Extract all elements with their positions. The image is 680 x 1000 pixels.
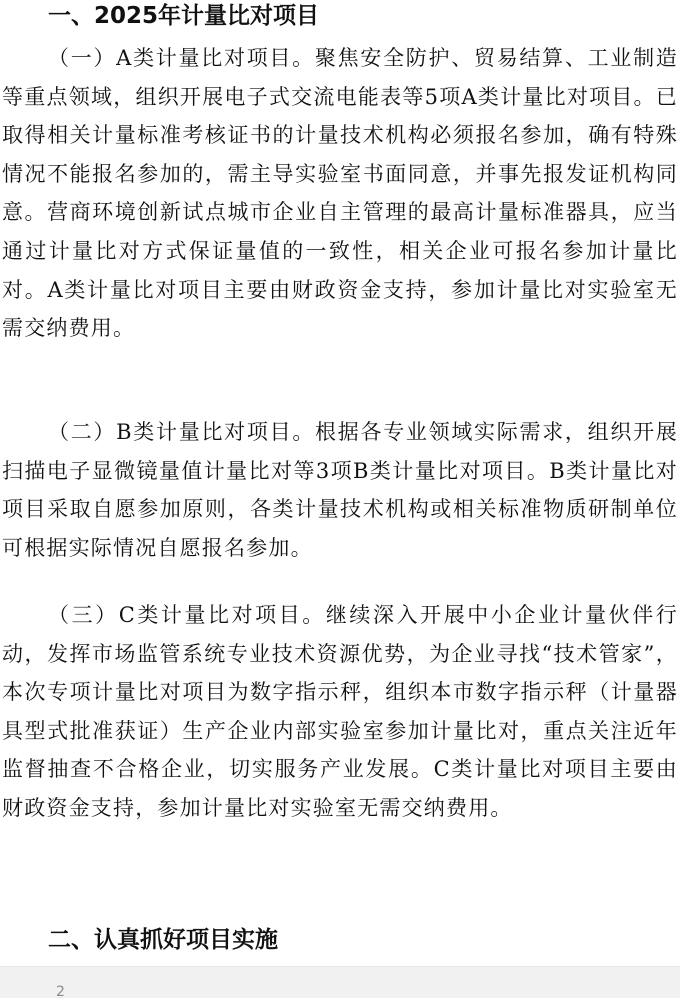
paragraph-c-class-projects: （三）C类计量比对项目。继续深入开展中小企业计量伙伴行动，发挥市场监管系统专业技术资源优势，为企业寻找“技术管家”，本次专项计量比对项目为数字指示秤，组织本市数字指示秤（计量器具型式批准获证）生产企业内部实验室参加计量比对，重点关注近年监督抽查不合格企业，切实服务产业发展。C类计量比对项目主要由财政资金支持，参加计量比对实验室无需交纳费用。	[2, 603, 678, 820]
page-number: 2	[56, 984, 65, 1000]
section-heading-implementation: 二、认真抓好项目实施	[48, 927, 278, 953]
section-heading-2025-projects: 一、2025年计量比对项目	[48, 3, 320, 29]
paragraph-a-class-projects: （一）A类计量比对项目。聚焦安全防护、贸易结算、工业制造等重点领域，组织开展电子式交流电能表等5项A类计量比对项目。已取得相关计量标准考核证书的计量技术机构必须报名参加，确有特殊情况不能报名参加的，需主导实验室书面同意，并事先报发证机构同意。营商环境创新试点城市企业自主管理的最高计量标准器具，应当通过计量比对方式保证量值的一致性，相关企业可报名参加计量比对。A类计量比对项目主要由财政资金支持，参加计量比对实验室无需交纳费用。	[2, 46, 678, 341]
page-footer-area	[0, 966, 680, 998]
paragraph-b-class-projects: （二）B类计量比对项目。根据各专业领域实际需求，组织开展扫描电子显微镜量值计量比对等3项B类计量比对项目。B类计量比对项目采取自愿参加原则，各类计量技术机构或相关标准物质研制单位可根据实际情况自愿报名参加。	[2, 420, 678, 560]
